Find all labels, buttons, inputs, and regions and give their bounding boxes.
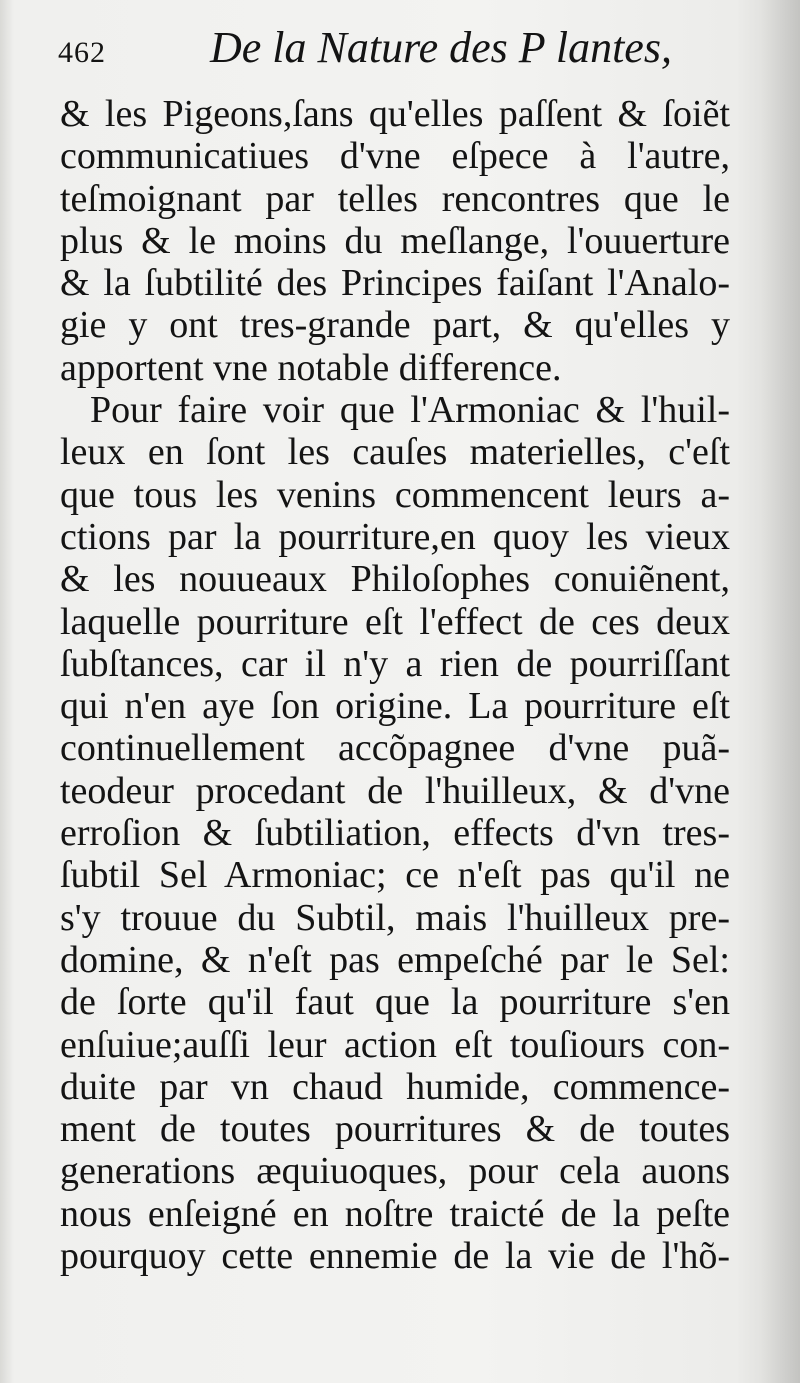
page-header bbox=[58, 22, 758, 82]
text-line: & les Pigeons,ſans qu'elles paſſent & ſoiẽt bbox=[60, 93, 730, 135]
text-line: duite par vn chaud humide, commence- bbox=[60, 1065, 730, 1108]
text-line: generations æquiuoques, pour cela auons bbox=[60, 1150, 730, 1193]
body-text bbox=[60, 93, 730, 1277]
text-line: teodeur procedant de l'huilleux, & d'vne bbox=[60, 769, 730, 812]
text-line: qui n'en aye ſon origine. La pourriture eſt bbox=[60, 685, 730, 728]
page-number: 462 bbox=[58, 36, 106, 69]
text-line: apportent vne notable difference. bbox=[60, 346, 562, 389]
text-line: s'y trouue du Subtil, mais l'huilleux pre- bbox=[60, 896, 730, 939]
paragraph-start-line: Pour faire voir que l'Armoniac & l'huil- bbox=[90, 389, 730, 432]
text-line: plus & le moins du meſlange, l'ouuerture bbox=[60, 219, 730, 262]
text-line: ctions par la pourriture,en quoy les vieux bbox=[60, 515, 730, 558]
text-line: continuellement accõpagnee d'vne puã- bbox=[60, 727, 730, 770]
text-line: ment de toutes pourritures & de toutes bbox=[60, 1108, 730, 1151]
text-line: laquelle pourriture eſt l'effect de ces deux bbox=[60, 600, 730, 643]
text-line: teſmoignant par telles rencontres que le bbox=[60, 177, 730, 220]
text-line: que tous les venins commencent leurs a- bbox=[60, 473, 730, 516]
text-line: erroſion & ſubtiliation, effects d'vn tres- bbox=[60, 812, 730, 855]
page-edge-shadow bbox=[760, 0, 800, 1383]
text-line: ſubſtances, car il n'y a rien de pourriſſant bbox=[60, 642, 730, 685]
text-line: de ſorte qu'il faut que la pourriture s'en bbox=[60, 981, 730, 1024]
text-line: domine, & n'eſt pas empeſché par le Sel: bbox=[60, 938, 730, 981]
running-title: De la Nature des P lantes, bbox=[210, 23, 672, 72]
text-line: & les nouueaux Philoſophes conuiẽnent, bbox=[60, 558, 730, 601]
text-line: & la ſubtilité des Principes faiſant l'Analo- bbox=[60, 262, 730, 305]
text-line: communicatiues d'vne eſpece à l'autre, bbox=[60, 135, 730, 178]
text-line: leux en ſont les cauſes materielles, c'eſt bbox=[60, 431, 730, 474]
text-line: gie y ont tres-grande part, & qu'elles y bbox=[60, 304, 730, 347]
text-line: pourquoy cette ennemie de la vie de l'hõ- bbox=[60, 1235, 730, 1278]
text-line: nous enſeigné en noſtre traicté de la peſte bbox=[60, 1192, 730, 1235]
text-line: ſubtil Sel Armoniac; ce n'eſt pas qu'il ne bbox=[60, 854, 730, 897]
text-line: enſuiue;auſſi leur action eſt touſiours con- bbox=[60, 1023, 730, 1066]
